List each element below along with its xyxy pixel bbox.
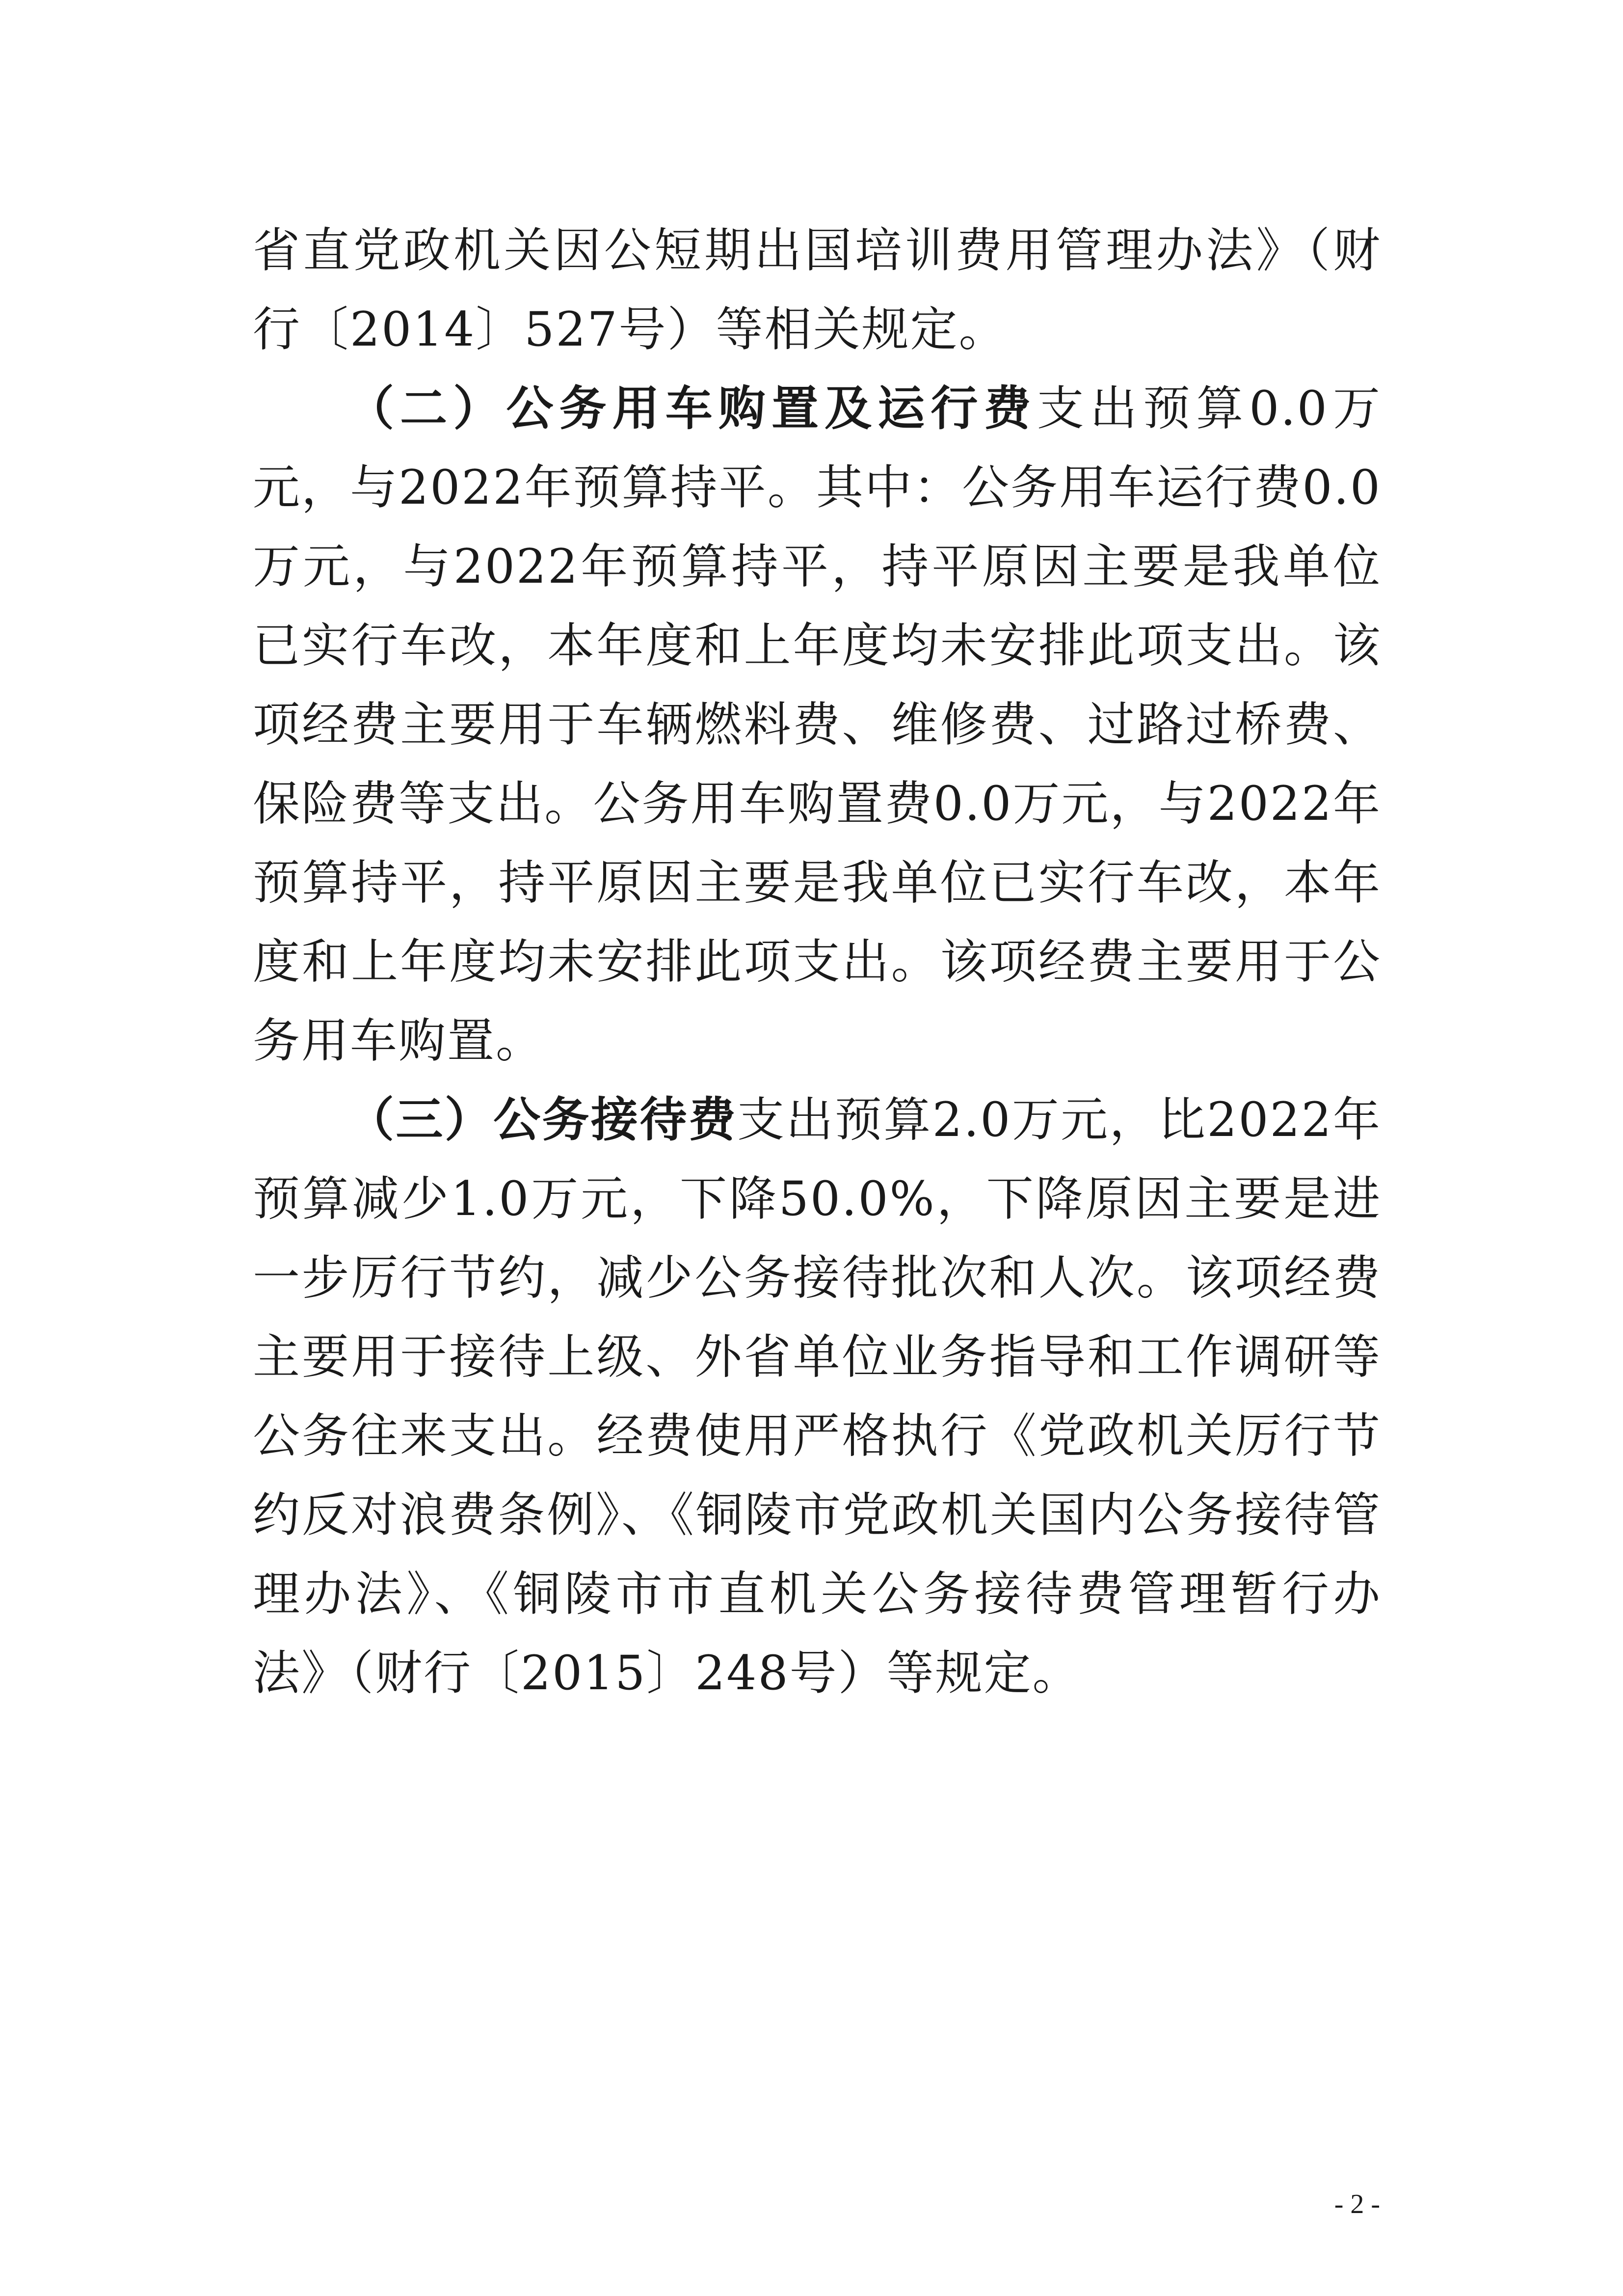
paragraph-text: 支出预算0.0万元，与2022年预算持平。其中：公务用车运行费0.0万元，与2022年预算持平，持平原因主要是我单位已实行车改，本年度和上年度均未安排此项支出。该项经费主要用于车辆燃料费、维修费、过路过桥费、保险费等支出。公务用车购置费0.0万元，与2022年预算持平，持平原因主要是我单位已实行车改，本年度和上年度均未安排此项支出。该项经费主要用于公务用车购置。 [253,381,1382,1068]
paragraph-text: 省直党政机关因公短期出国培训费用管理办法》（财行〔2014〕527号）等相关规定。 [253,223,1382,357]
document-body [253,211,1382,1713]
paragraph-vehicle-expenses [253,369,1382,1080]
section-heading-reception: （三）公务接待费 [347,1092,738,1147]
paragraph-continuation [253,211,1382,369]
paragraph-text: 支出预算2.0万元，比2022年预算减少1.0万元，下降50.0%，下降原因主要是进一步厉行节约，减少公务接待批次和人次。该项经费主要用于接待上级、外省单位业务指导和工作调研等公务往来支出。经费使用严格执行《党政机关厉行节约反对浪费条例》、《铜陵市党政机关国内公务接待管理办法》、《铜陵市市直机关公务接待费管理暂行办法》（财行〔2015〕248号）等规定。 [253,1092,1382,1701]
paragraph-reception-expenses [253,1080,1382,1713]
section-heading-vehicle: （二）公务用车购置及运行费 [347,381,1037,436]
page-number: - 2 - [1334,2189,1380,2219]
